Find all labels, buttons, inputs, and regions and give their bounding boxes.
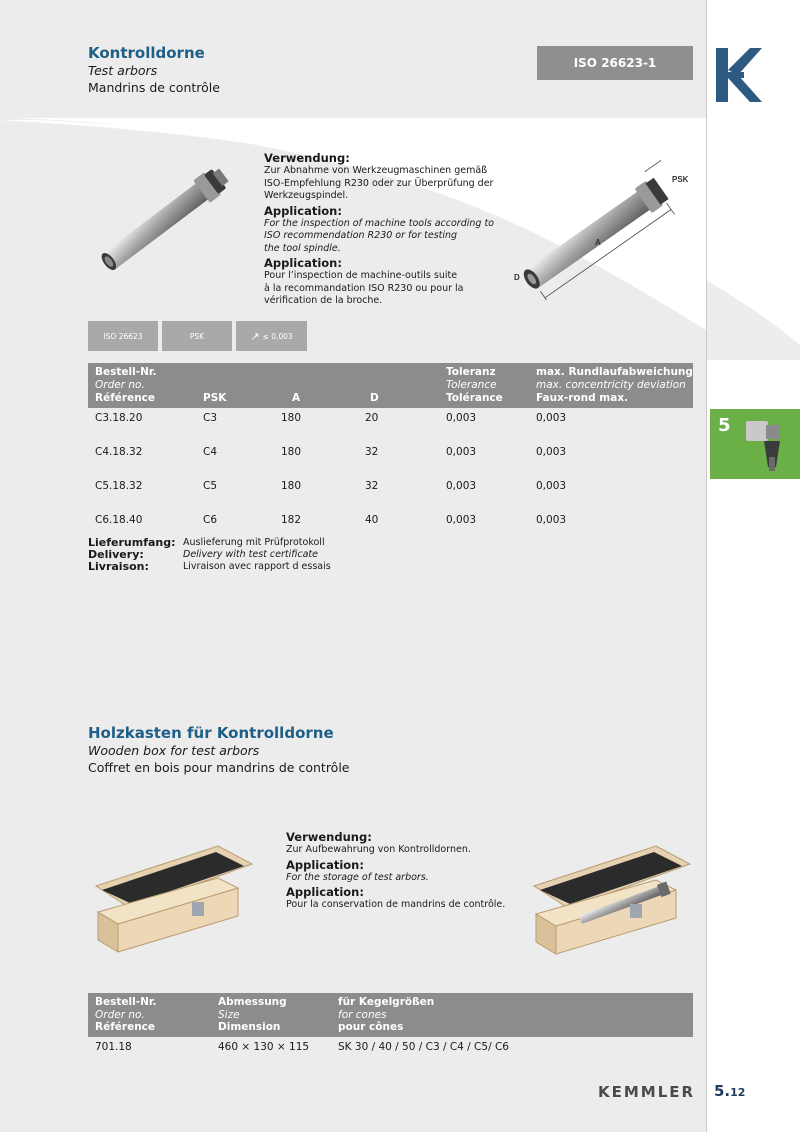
box-col-size-en: Size <box>218 1009 240 1021</box>
cell-order: C4.18.32 <box>95 446 143 458</box>
cell-d: 32 <box>365 446 379 458</box>
usage-text-fr-3: vérification de la broche. <box>264 295 383 306</box>
cell-psk: C3 <box>203 412 218 424</box>
box-col-order-de: Bestell-Nr. <box>95 996 157 1008</box>
delivery-label-fr: Livraison: <box>88 560 149 573</box>
box-col-size-fr: Dimension <box>218 1021 281 1033</box>
box-col-order-fr: Référence <box>95 1021 156 1033</box>
cell-psk: C4 <box>203 446 218 458</box>
arbor-table-header <box>88 363 693 408</box>
cell-a: 180 <box>281 446 302 458</box>
usage-text-en-1: For the inspection of machine tools according to <box>264 217 494 229</box>
badge-psk: PSK <box>162 321 232 351</box>
page-title-fr: Mandrins de contrôle <box>88 80 220 95</box>
col-tol-de: Toleranz <box>446 366 496 378</box>
wooden-box-with-arbor-image <box>526 828 696 963</box>
box-col-order-en: Order no. <box>95 1009 145 1021</box>
box-section-title-en: Wooden box for test arbors <box>88 743 260 758</box>
runout-arrow-icon: ↗ <box>250 329 260 343</box>
badge-runout <box>236 321 307 351</box>
box-cell-cones: SK 30 / 40 / 50 / C3 / C4 / C5/ C6 <box>338 1041 509 1053</box>
box-col-size-de: Abmessung <box>218 996 287 1008</box>
page-number <box>714 1082 745 1100</box>
drawing-label-a: A <box>595 238 601 247</box>
col-dev-de: max. Rundlaufabweichung <box>536 366 693 378</box>
box-usage-text-en: For the storage of test arbors. <box>286 871 429 883</box>
box-section-title: Holzkasten für Kontrolldorne <box>88 724 334 742</box>
usage-text-fr-1: Pour l’inspection de machine-outils suite <box>264 270 458 281</box>
cell-order: C3.18.20 <box>95 412 143 424</box>
cell-dev: 0,003 <box>536 514 567 526</box>
badge-runout-value: ≤ 0,003 <box>262 331 293 341</box>
usage-heading-fr: Application: <box>264 256 342 270</box>
cell-order: C5.18.32 <box>95 480 143 492</box>
col-psk: PSK <box>203 392 227 404</box>
footer-brand: KEMMLER <box>598 1083 696 1101</box>
test-arbor-image <box>88 155 248 280</box>
box-usage-heading-fr: Application: <box>286 885 364 899</box>
cell-psk: C6 <box>203 514 218 526</box>
cell-order: C6.18.40 <box>95 514 143 526</box>
usage-text-de-1: Zur Abnahme von Werkzeugmaschinen gemäß <box>264 165 488 176</box>
delivery-block <box>88 537 388 573</box>
cell-psk: C5 <box>203 480 218 492</box>
col-a: A <box>292 392 301 404</box>
cell-dev: 0,003 <box>536 480 567 492</box>
col-order-fr: Référence <box>95 392 156 404</box>
box-usage-text-fr: Pour la conservation de mandrins de contrôle. <box>286 899 506 910</box>
usage-text-en-2: ISO recommendation R230 or for testing <box>264 230 458 241</box>
delivery-value-fr: Livraison avec rapport d essais <box>183 561 331 572</box>
cell-tol: 0,003 <box>446 412 477 424</box>
col-tol-en: Tolerance <box>446 379 497 391</box>
page-number-sub: 12 <box>730 1086 746 1099</box>
box-cell-order: 701.18 <box>95 1041 132 1053</box>
usage-heading-en: Application: <box>264 203 342 218</box>
cell-tol: 0,003 <box>446 480 477 492</box>
cell-d: 40 <box>365 514 379 526</box>
page-title-en: Test arbors <box>88 63 158 78</box>
delivery-label-en: Delivery: <box>88 548 144 561</box>
cell-a: 182 <box>281 514 302 526</box>
drawing-label-d: D <box>514 273 520 282</box>
row-stripe <box>88 426 693 442</box>
kemmler-logo-icon <box>716 48 762 102</box>
box-usage-text-de: Zur Aufbewahrung von Kontrolldornen. <box>286 844 471 855</box>
badge-standard: ISO 26623 <box>88 321 158 351</box>
cell-a: 180 <box>281 412 302 424</box>
usage-heading-de: Verwendung: <box>264 151 350 165</box>
box-col-cones-de: für Kegelgrößen <box>338 996 435 1008</box>
section-tab-number: 5 <box>718 415 731 436</box>
box-usage-heading-en: Application: <box>286 857 364 872</box>
usage-text-en-3: the tool spindle. <box>264 242 341 254</box>
box-usage-heading-de: Verwendung: <box>286 830 372 844</box>
box-col-cones-fr: pour cônes <box>338 1021 404 1033</box>
drawing-label-psk: PSK <box>672 175 689 184</box>
page-number-main: 5. <box>714 1082 731 1100</box>
col-order-en: Order no. <box>95 379 145 391</box>
page-divider <box>706 0 707 1132</box>
delivery-value-de: Auslieferung mit Prüfprotokoll <box>183 537 325 548</box>
standard-badge: ISO 26623-1 <box>537 46 693 80</box>
arbor-drawing-image <box>500 150 700 300</box>
box-cell-size: 460 × 130 × 115 <box>218 1041 310 1053</box>
usage-text-fr-2: à la recommandation ISO R230 ou pour la <box>264 282 464 294</box>
page-title: Kontrolldorne <box>88 44 205 62</box>
col-d: D <box>370 392 379 404</box>
col-order-de: Bestell-Nr. <box>95 366 157 378</box>
row-stripe <box>88 494 693 510</box>
box-col-cones-en: for cones <box>338 1009 387 1021</box>
cell-dev: 0,003 <box>536 412 567 424</box>
usage-text-de-2: ISO-Empfehlung R230 oder zur Überprüfung der <box>264 177 494 189</box>
cell-dev: 0,003 <box>536 446 567 458</box>
cell-a: 180 <box>281 480 302 492</box>
cell-d: 20 <box>365 412 379 424</box>
tool-holder-icon <box>742 417 796 473</box>
delivery-value-en: Delivery with test certificate <box>183 549 318 560</box>
usage-text-de-3: Werkzeugspindel. <box>264 190 349 201</box>
col-dev-en: max. concentricity deviation <box>536 379 686 391</box>
col-dev-fr: Faux-rond max. <box>536 392 629 404</box>
delivery-label-de: Lieferumfang: <box>88 536 176 549</box>
box-section-title-fr: Coffret en bois pour mandrins de contrôle <box>88 760 350 775</box>
col-tol-fr: Tolérance <box>446 392 503 404</box>
cell-d: 32 <box>365 480 379 492</box>
box-table-header <box>88 993 693 1037</box>
row-stripe <box>88 460 693 476</box>
cell-tol: 0,003 <box>446 514 477 526</box>
section-tab[interactable] <box>710 409 800 479</box>
cell-tol: 0,003 <box>446 446 477 458</box>
wooden-box-empty-image <box>88 828 258 958</box>
